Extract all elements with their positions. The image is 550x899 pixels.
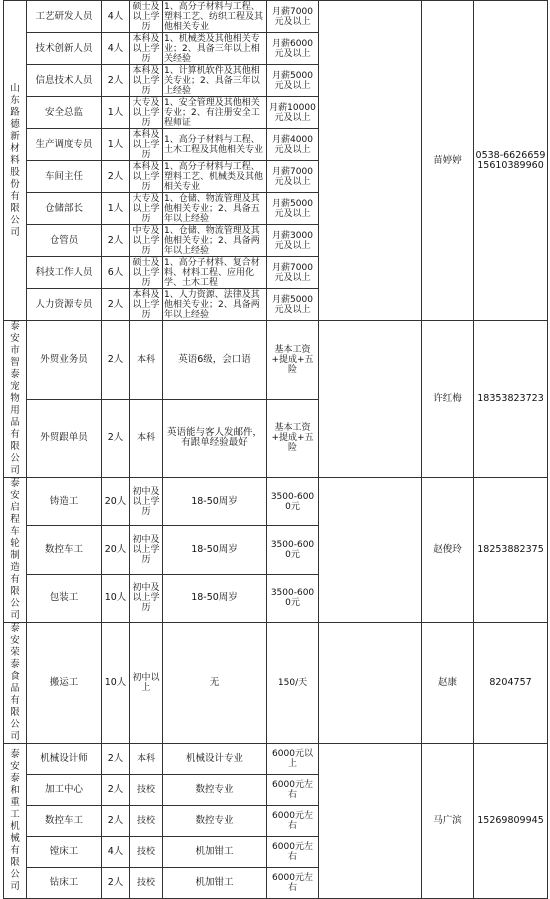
table-row	[4, 1, 548, 33]
requirements: 1、人力资源、法律及其他相关专业；2、具备两年以上经验	[163, 289, 267, 321]
requirements: 1、仓储、物流管理及其他相关专业；2、具备两年以上经验	[163, 225, 267, 257]
requirements: 机加钳工	[163, 868, 267, 899]
job-title: 铸造工	[27, 478, 102, 526]
salary: 月薪10000元及以上	[267, 97, 319, 129]
headcount: 2人	[102, 806, 130, 837]
requirements: 数控专业	[163, 775, 267, 806]
requirements: 1、高分子材料与工程、土木工程及其他相关专业	[163, 129, 267, 161]
salary: 月薪5000元及以上	[267, 65, 319, 97]
education: 初中及以上学历	[130, 526, 163, 574]
blank-cell	[319, 1, 422, 321]
requirements: 英语6级，会口语	[163, 321, 267, 400]
salary: 3500-6000元	[267, 574, 319, 622]
requirements: 18-50周岁	[163, 478, 267, 526]
requirements: 1、高分子材料、复合材料、材料工程、应用化学、土木工程	[163, 257, 267, 289]
headcount: 2人	[102, 775, 130, 806]
headcount: 10人	[102, 574, 130, 622]
table-row	[4, 623, 548, 744]
education: 本科	[130, 321, 163, 400]
requirements: 1、机械类及其他相关专业；2、具备三年以上相关经验	[163, 33, 267, 65]
salary: 基本工资+提成+五险	[267, 399, 319, 478]
contact-person: 赵康	[422, 623, 474, 744]
job-title: 安全总监	[27, 97, 102, 129]
education: 中专及以上学历	[130, 225, 163, 257]
education: 本科及以上学历	[130, 33, 163, 65]
job-title: 外贸业务员	[27, 321, 102, 400]
headcount: 2人	[102, 399, 130, 478]
job-title: 车间主任	[27, 161, 102, 193]
salary: 3500-6000元	[267, 478, 319, 526]
headcount: 1人	[102, 193, 130, 225]
salary: 6000元左右	[267, 868, 319, 899]
headcount: 20人	[102, 526, 130, 574]
education: 技校	[130, 868, 163, 899]
education: 硕士及以上学历	[130, 1, 163, 33]
job-title: 外贸跟单员	[27, 399, 102, 478]
salary: 月薪6000元及以上	[267, 33, 319, 65]
headcount: 10人	[102, 623, 130, 744]
company-name: 山东路德新材料股份有限公司	[4, 1, 27, 321]
salary: 月薪4000元及以上	[267, 129, 319, 161]
headcount: 1人	[102, 129, 130, 161]
job-title: 科技工作人员	[27, 257, 102, 289]
headcount: 2人	[102, 868, 130, 899]
job-title: 包装工	[27, 574, 102, 622]
education: 本科	[130, 399, 163, 478]
job-title: 生产调度专员	[27, 129, 102, 161]
requirements: 数控专业	[163, 806, 267, 837]
education: 硕士及以上学历	[130, 257, 163, 289]
recruitment-table	[3, 0, 548, 899]
contact-phone: 18253882375	[474, 478, 548, 623]
salary: 月薪5000元及以上	[267, 193, 319, 225]
job-title: 人力资源专员	[27, 289, 102, 321]
headcount: 2人	[102, 321, 130, 400]
table-row	[4, 321, 548, 400]
education: 本科及以上学历	[130, 65, 163, 97]
salary: 3500-6000元	[267, 526, 319, 574]
blank-cell	[319, 623, 422, 744]
blank-cell	[319, 744, 422, 899]
recruitment-table-sheet	[3, 0, 547, 893]
job-title: 工艺研发人员	[27, 1, 102, 33]
headcount: 2人	[102, 744, 130, 775]
education: 技校	[130, 837, 163, 868]
education: 技校	[130, 775, 163, 806]
headcount: 1人	[102, 97, 130, 129]
requirements: 1、高分子材料与工程、塑料工艺、机械类及其他相关专业	[163, 161, 267, 193]
company-name: 泰安市智泰宠物用品有限公司	[4, 321, 27, 478]
requirements: 1、计算机软件及其他相关专业；2、具备三年以上经验	[163, 65, 267, 97]
contact-person: 赵俊玲	[422, 478, 474, 623]
blank-cell	[319, 321, 422, 478]
blank-cell	[319, 478, 422, 623]
job-title: 镗床工	[27, 837, 102, 868]
salary: 月薪7000元及以上	[267, 1, 319, 33]
company-name: 泰安荣泰食品有限公司	[4, 623, 27, 744]
job-title: 技术创新人员	[27, 33, 102, 65]
requirements: 18-50周岁	[163, 574, 267, 622]
education: 大专及以上学历	[130, 97, 163, 129]
job-title: 数控车工	[27, 806, 102, 837]
requirements: 1、高分子材料与工程、塑料工艺、纺织工程及其他相关专业	[163, 1, 267, 33]
education: 初中及以上学历	[130, 478, 163, 526]
contact-phone: 8204757	[474, 623, 548, 744]
company-name: 泰安泰和重工机械有限公司	[4, 744, 27, 899]
salary: 150/天	[267, 623, 319, 744]
salary: 月薪7000元及以上	[267, 161, 319, 193]
education: 本科	[130, 744, 163, 775]
headcount: 4人	[102, 1, 130, 33]
requirements: 无	[163, 623, 267, 744]
salary: 6000元左右	[267, 775, 319, 806]
headcount: 2人	[102, 289, 130, 321]
salary: 月薪5000元及以上	[267, 289, 319, 321]
requirements: 英语能与客人发邮件，有跟单经验最好	[163, 399, 267, 478]
salary: 月薪3000元及以上	[267, 225, 319, 257]
headcount: 6人	[102, 257, 130, 289]
headcount: 4人	[102, 837, 130, 868]
salary: 6000元以上	[267, 744, 319, 775]
contact-phone: 0538-6626659 15610389960	[474, 1, 548, 321]
contact-person: 马广滨	[422, 744, 474, 899]
job-title: 搬运工	[27, 623, 102, 744]
salary: 6000元左右	[267, 806, 319, 837]
education: 大专及以上学历	[130, 193, 163, 225]
requirements: 机械设计专业	[163, 744, 267, 775]
job-title: 机械设计师	[27, 744, 102, 775]
headcount: 4人	[102, 33, 130, 65]
table-row	[4, 478, 548, 526]
education: 本科及以上学历	[130, 161, 163, 193]
requirements: 1、安全管理及其他相关专业；2、有注册安全工程师证	[163, 97, 267, 129]
education: 初中及以上学历	[130, 574, 163, 622]
salary: 6000元左右	[267, 837, 319, 868]
salary: 基本工资+提成+五险	[267, 321, 319, 400]
job-title: 钻床工	[27, 868, 102, 899]
education: 技校	[130, 806, 163, 837]
job-title: 仓储部长	[27, 193, 102, 225]
company-name: 泰安启程车轮制造有限公司	[4, 478, 27, 623]
job-title: 仓管员	[27, 225, 102, 257]
salary: 月薪7000元及以上	[267, 257, 319, 289]
job-title: 数控车工	[27, 526, 102, 574]
contact-phone: 15269809945	[474, 744, 548, 899]
job-title: 信息技术人员	[27, 65, 102, 97]
job-title: 加工中心	[27, 775, 102, 806]
education: 本科及以上学历	[130, 289, 163, 321]
contact-person: 许红梅	[422, 321, 474, 478]
education: 本科及以上学历	[130, 129, 163, 161]
requirements: 机加钳工	[163, 837, 267, 868]
headcount: 2人	[102, 161, 130, 193]
headcount: 2人	[102, 65, 130, 97]
education: 初中以上	[130, 623, 163, 744]
headcount: 2人	[102, 225, 130, 257]
table-row	[4, 744, 548, 775]
requirements: 18-50周岁	[163, 526, 267, 574]
headcount: 20人	[102, 478, 130, 526]
requirements: 1、仓储、物流管理及其他相关专业；2、具备五年以上经验	[163, 193, 267, 225]
contact-person: 苗婷婷	[422, 1, 474, 321]
contact-phone: 18353823723	[474, 321, 548, 478]
